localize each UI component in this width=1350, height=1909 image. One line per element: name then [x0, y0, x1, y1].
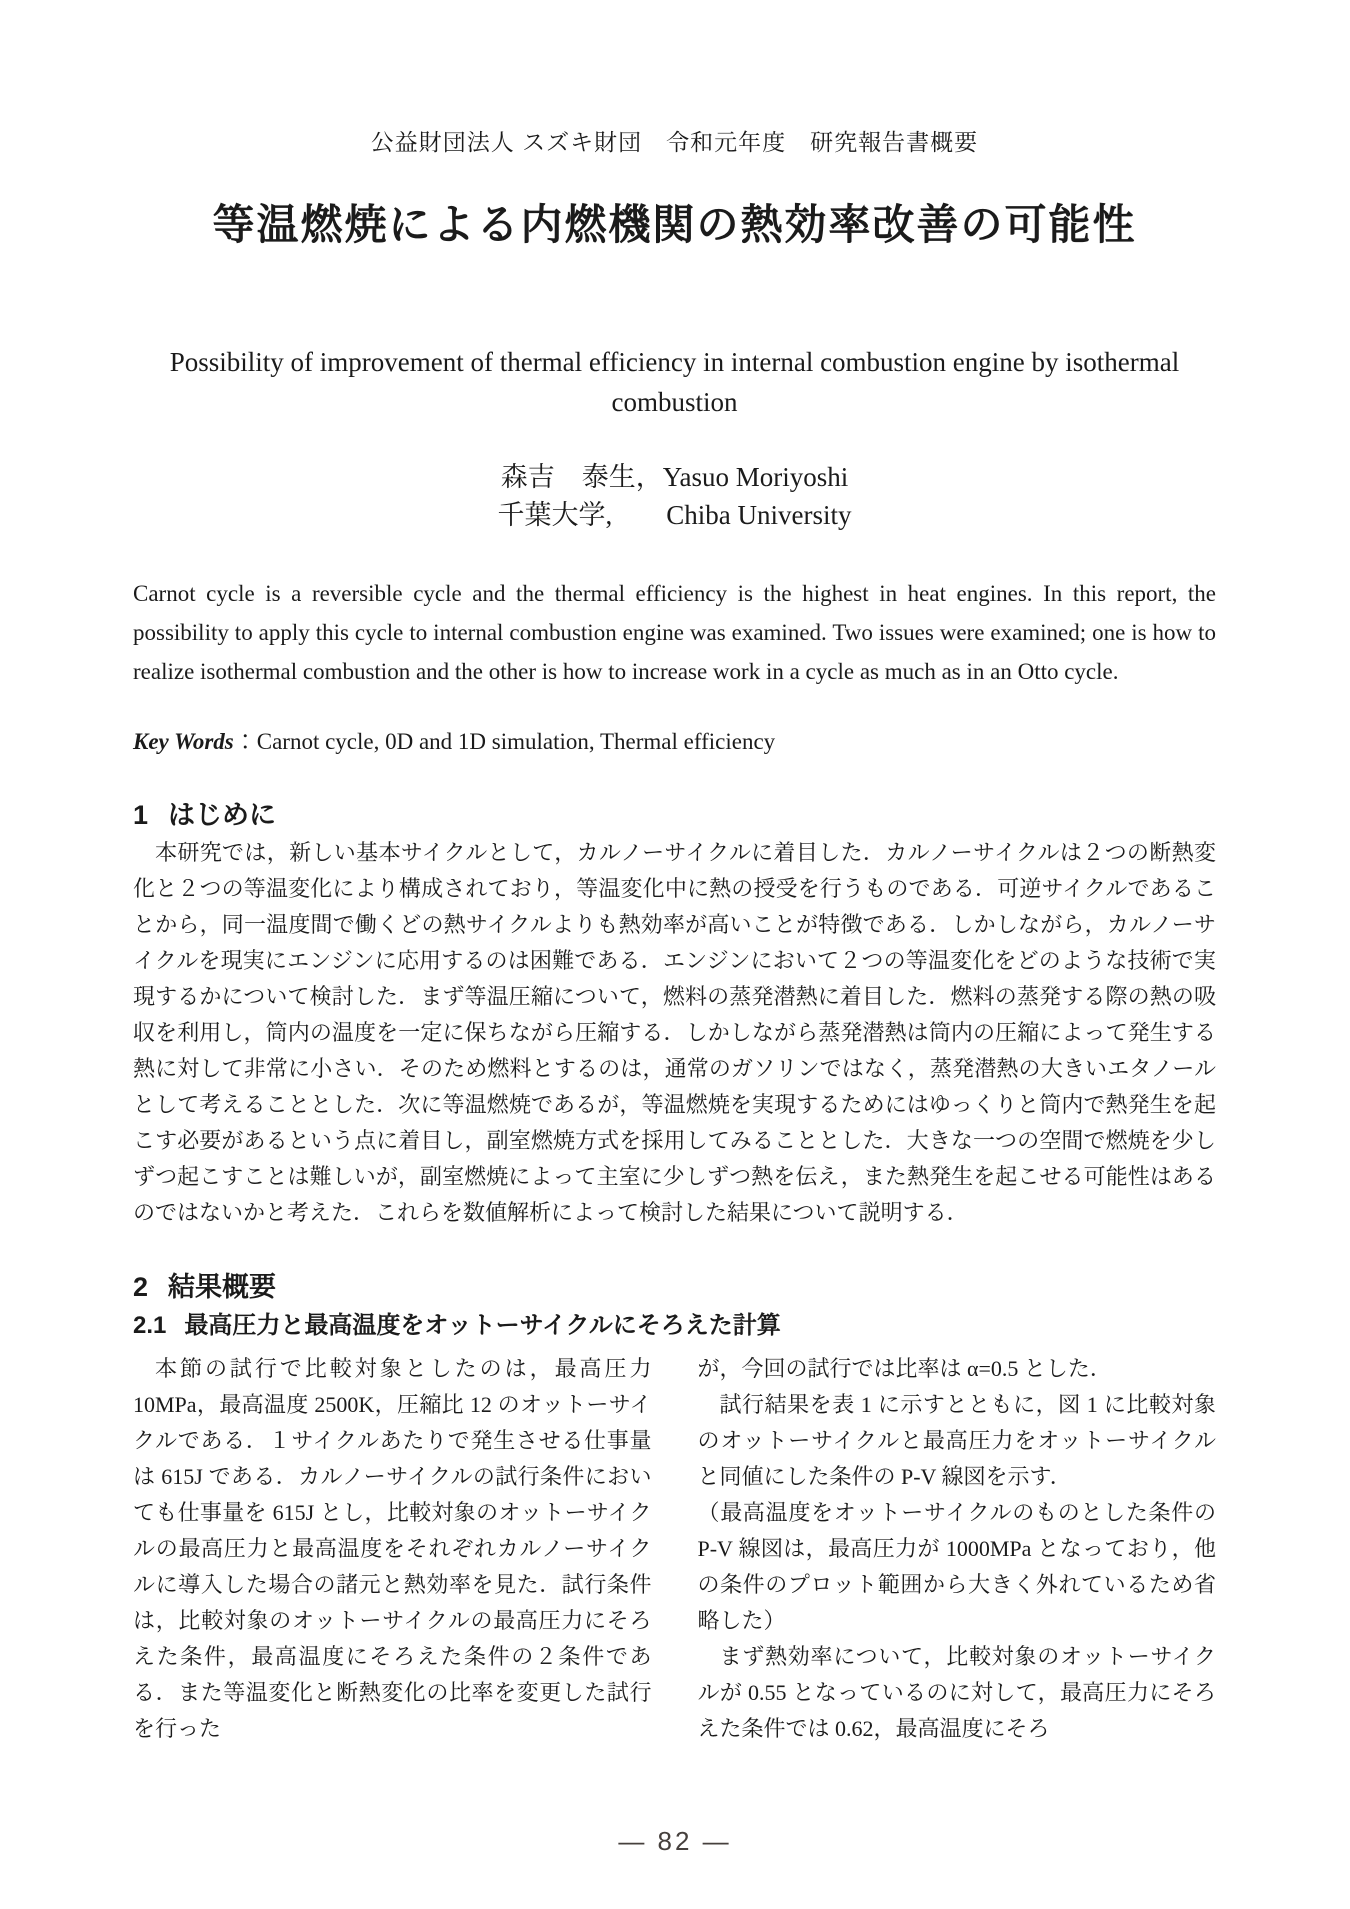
section-1-number: 1 [133, 800, 149, 830]
keywords-line [133, 727, 1216, 757]
right-column-paragraph-4: まず熱効率について，比較対象のオットーサイクルが 0.55 となっているのに対して，最高圧力にそろえた条件では 0.62，最高温度にそろ [697, 1644, 1216, 1741]
paper-title-japanese: 等温燃焼による内燃機関の熱効率改善の可能性 [212, 201, 1137, 248]
right-column-paragraph-1: が，今回の試行では比率は α=0.5 とした． [697, 1356, 1112, 1381]
section-2-number: 2 [133, 1272, 149, 1302]
section-2-1-title: 最高圧力と最高温度をオットーサイクルにそろえた計算 [184, 1312, 781, 1339]
paper-title-english: Possibility of improvement of thermal efficiency in internal combustion engine by isothermal combustion [169, 347, 1180, 417]
keywords-label: Key Words [133, 729, 234, 754]
section-1-title: はじめに [168, 800, 277, 830]
section-1-heading [133, 799, 1216, 831]
section-2-heading [133, 1271, 1216, 1303]
keywords-value: Carnot cycle, 0D and 1D simulation, Thermal efficiency [256, 729, 776, 754]
keywords-separator: ： [233, 729, 257, 754]
section-2-1-number: 2.1 [133, 1312, 167, 1339]
author-line-2: 千葉大学, Chiba University [497, 500, 852, 530]
left-column [133, 1351, 652, 1747]
left-column-paragraph: 本節の試行で比較対象としたのは，最高圧力 10MPa，最高温度 2500K，圧縮比 12 のオットーサイクルである．１サイクルあたりで発生させる仕事量は 615J である．カルノーサイクルの試行条件においても仕事量を 615J とし，比較対象のオットーサイクルの最高圧力と最高温度をそれぞれカルノーサイクルに導入した場合の諸元と熱効率を見た．試行条件は，比較対象のオットーサイクルの最高圧力にそろえた条件，最高温度にそろえた条件の２条件である．また等温変化と断熱変化の比率を変更した試行を行った [133, 1356, 652, 1741]
author-line-1: 森吉 泰生，Yasuo Moriyoshi [500, 462, 849, 492]
section-2-title: 結果概要 [168, 1272, 277, 1302]
two-column-body [133, 1351, 1216, 1747]
right-column-paragraph-3: （最高温度をオットーサイクルのものとした条件の P-V 線図は，最高圧力が 1000MPa となっており，他の条件のプロット範囲から大きく外れているため省略した） [697, 1500, 1216, 1633]
author-block [133, 458, 1216, 534]
abstract-text: Carnot cycle is a reversible cycle and the thermal efficiency is the highest in heat engines. In this report, the possibility to apply this cycle to internal combustion engine was examined. Two issues were examined; one is how to realize isothermal combustion and the other is how to increase work in a cycle as much as in an Otto cycle. [133, 581, 1216, 684]
right-column-paragraph-2: 試行結果を表 1 に示すとともに，図 1 に比較対象のオットーサイクルと最高圧力をオットーサイクルと同値にした条件の P-V 線図を示す． [697, 1392, 1216, 1489]
section-1-body: 本研究では，新しい基本サイクルとして，カルノーサイクルに着目した．カルノーサイクルは２つの断熱変化と２つの等温変化により構成されており，等温変化中に熱の授受を行うものである．可逆サイクルであることから，同一温度間で働くどの熱サイクルよりも熱効率が高いことが特徴である．しかしながら，カルノーサイクルを現実にエンジンに応用するのは困難である．エンジンにおいて２つの等温変化をどのような技術で実現するかについて検討した．まず等温圧縮について，燃料の蒸発潜熱に着目した．燃料の蒸発する際の熱の吸収を利用し，筒内の温度を一定に保ちながら圧縮する．しかしながら蒸発潜熱は筒内の圧縮によって発生する熱に対して非常に小さい．そのため燃料とするのは，通常のガソリンではなく，蒸発潜熱の大きいエタノールとして考えることとした．次に等温燃焼であるが，等温燃焼を実現するためにはゆっくりと筒内で熱発生を起こす必要があるという点に着目し，副室燃焼方式を採用してみることとした．大きな一つの空間で燃焼を少しずつ起こすことは難しいが，副室燃焼によって主室に少しずつ熱を伝え，また熱発生を起こせる可能性はあるのではないかと考えた．これらを数値解析によって検討した結果について説明する． [133, 840, 1216, 1225]
right-column [698, 1351, 1217, 1747]
page-number: ― 82 ― [618, 1826, 732, 1856]
publisher-header: 公益財団法人 スズキ財団 令和元年度 研究報告書概要 [370, 129, 979, 155]
section-2-1-heading [133, 1311, 1216, 1341]
